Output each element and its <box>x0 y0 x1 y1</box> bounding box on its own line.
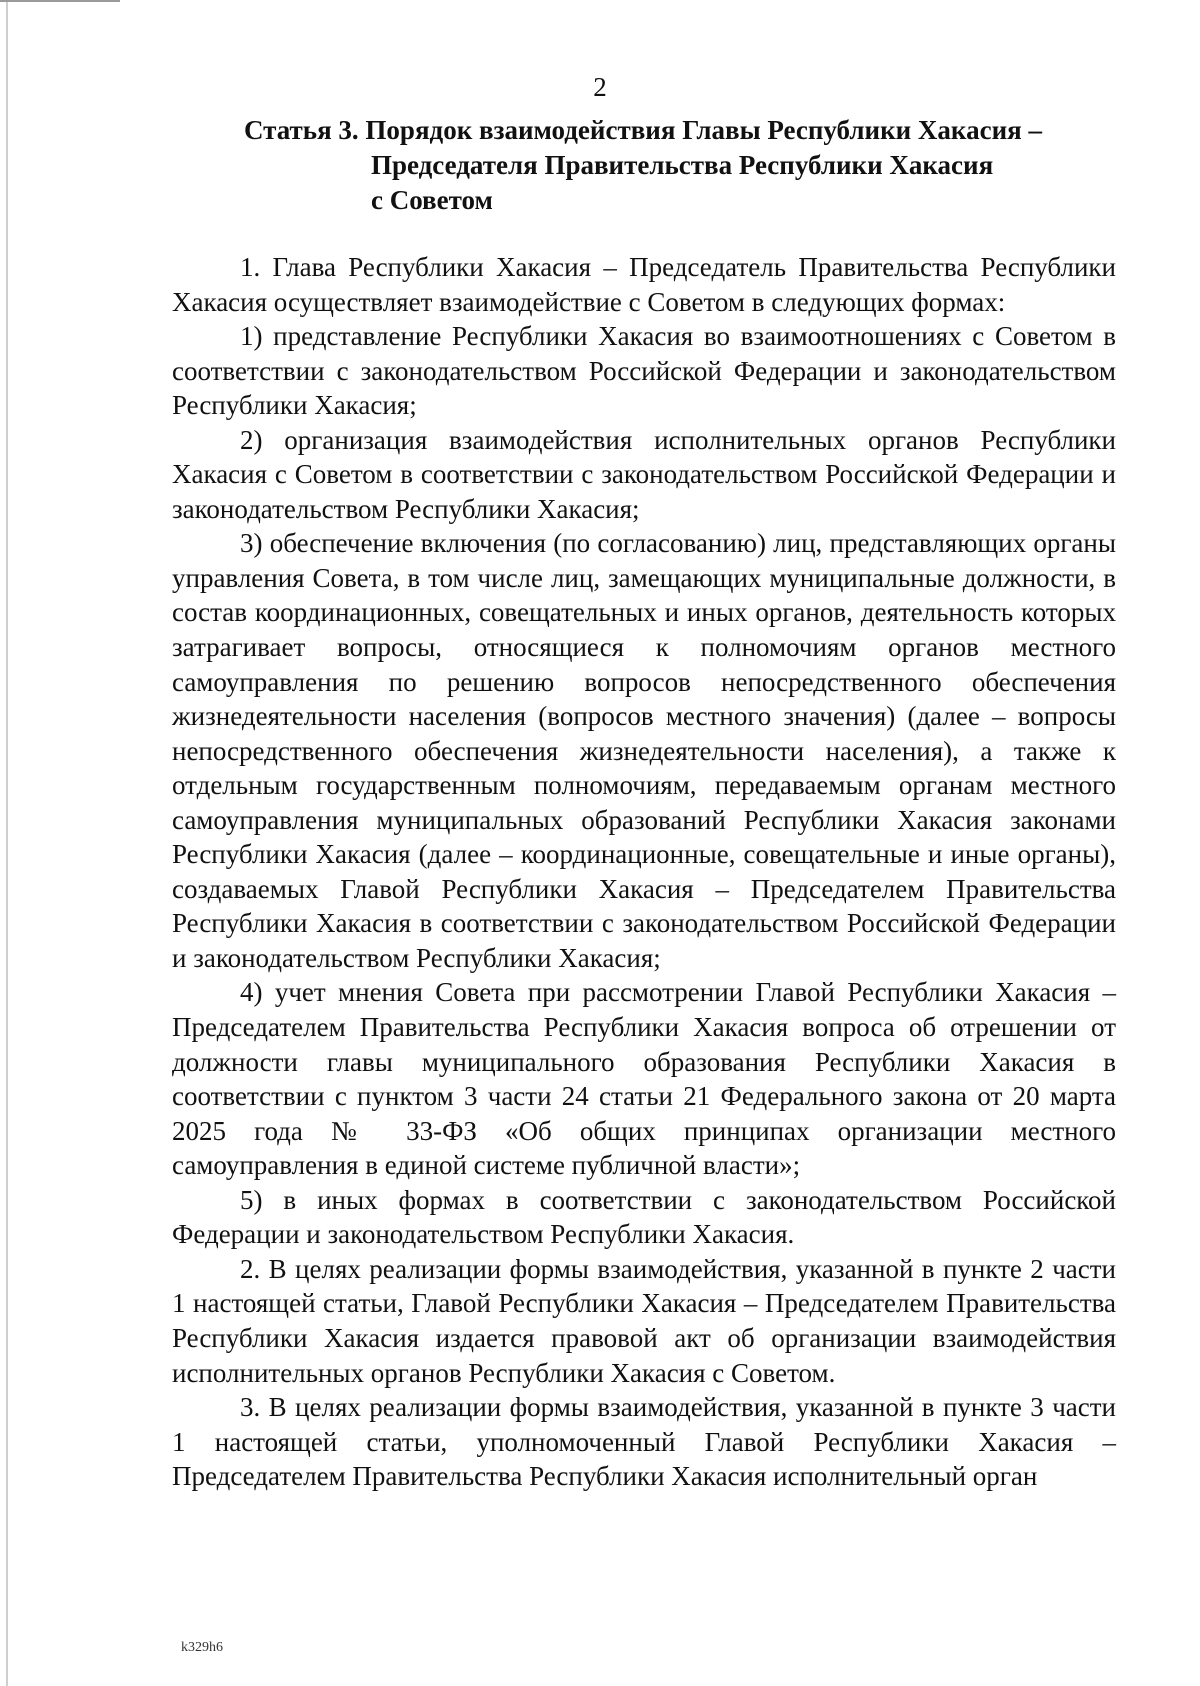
paragraph-item-2: 2) организация взаимодействия исполнительных органов Республики Хакасия с Советом в соответствии с законодательством Российской Федерации и законодательством Республики Хакасия; <box>172 424 1116 524</box>
paragraph-part-3: 3. В целях реализации формы взаимодействия, указанной в пункте 3 части 1 настоящей статьи, уполномоченный Главой Республики Хакасия – Председателем Правительства Республики Хакасия исполнительный орган <box>172 1392 1116 1492</box>
paragraph-item-5: 5) в иных формах в соответствии с законодательством Российской Федерации и законодательством Республики Хакасия. <box>172 1184 1116 1250</box>
paragraph-item-3: 3) обеспечение включения (по согласованию) лиц, представляющих органы управления Совета, в том числе лиц, замещающих муниципальные должности, в состав координационных, совещательных и иных органов, деятельность которых затрагивает вопросы, относящиеся к полномочиям органов местного самоуправления по решению вопросов непосредственного обеспечения жизнедеятельности населения (вопросов местного значения) (далее – вопросы непосредственного обеспечения жизнедеятельности населения), а также к отдельным государственным полномочиям, передаваемым органам местного самоуправления муниципальных образований Республики Хакасия законами Республики Хакасия (далее – координационные, совещательные и иные органы), создаваемых Главой Республики Хакасия – Председателем Правительства Республики Хакасия в соответствии с законодательством Российской Федерации и законодательством Республики Хакасия; <box>172 528 1116 973</box>
heading-line-3: с Советом <box>371 185 493 215</box>
scan-edge-left <box>6 0 8 1686</box>
scan-edge-top <box>0 0 120 2</box>
page-number: 2 <box>593 72 607 102</box>
paragraph-part-2: 2. В целях реализации формы взаимодействия, указанной в пункте 2 части 1 настоящей статьи, Главой Республики Хакасия – Председателем Правительства Республики Хакасия издается правовой акт об организации взаимодействия исполнительных органов Республики Хакасия с Советом. <box>172 1253 1116 1388</box>
document-code: k329h6 <box>181 1640 223 1655</box>
paragraph-item-4: 4) учет мнения Совета при рассмотрении Главой Республики Хакасия – Председателем Правительства Республики Хакасия вопроса об отрешении от должности главы муниципального образования Республики Хакасия в соответствии с пунктом 3 части 24 статьи 21 Федерального закона от 20 марта 2025 года № 33-ФЗ «Об общих принципах организации местного самоуправления в единой системе публичной власти»; <box>172 977 1116 1181</box>
paragraph-item-1: 1) представление Республики Хакасия во взаимоотношениях с Советом в соответствии с законодательством Российской Федерации и законодательством Республики Хакасия; <box>172 321 1116 421</box>
paragraph-part-1: 1. Глава Республики Хакасия – Председатель Правительства Республики Хакасия осуществляет взаимодействие с Советом в следующих формах: <box>172 252 1116 317</box>
heading-line-1: Статья 3. Порядок взаимодействия Главы Республики Хакасия – <box>244 115 1042 145</box>
heading-line-2: Председателя Правительства Республики Хакасия <box>371 150 994 180</box>
article-body <box>172 250 1116 1494</box>
article-heading <box>244 113 1124 218</box>
